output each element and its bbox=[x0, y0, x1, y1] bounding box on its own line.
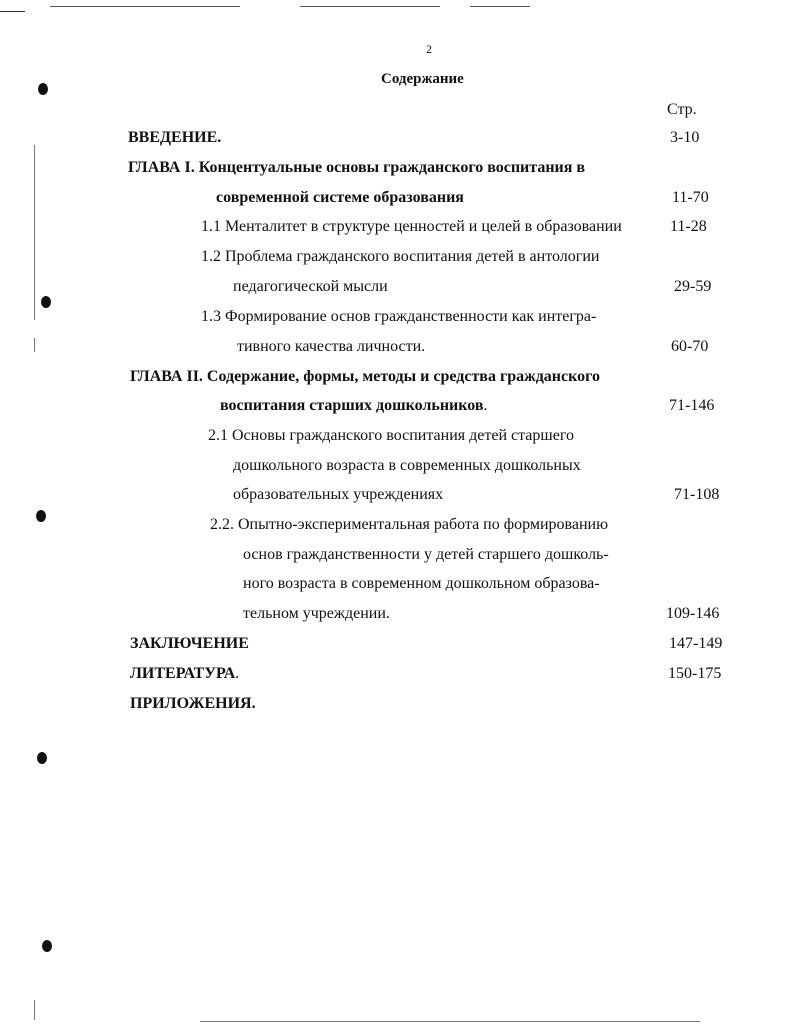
toc-chapter1-title: ГЛАВА I. Концентуальные основы гражданского воспитания в bbox=[128, 159, 586, 176]
toc-chapter2-title-cont-text: воспитания старших дошкольников bbox=[220, 397, 484, 414]
scan-left-edge bbox=[34, 338, 35, 352]
punch-hole-mark bbox=[41, 296, 51, 308]
toc-section-1-2-pages: 29-59 bbox=[674, 278, 712, 295]
toc-section-1-1-pages: 11-28 bbox=[670, 218, 707, 235]
toc-section-2-2: 2.2. Опытно-экспериментальная работа по формированию bbox=[210, 516, 609, 533]
toc-appendices-label-text: ПРИЛОЖЕНИЯ bbox=[130, 695, 252, 712]
page-number: 2 bbox=[426, 42, 432, 56]
toc-section-2-2-cont: основ гражданственности у детей старшего дошколь- bbox=[243, 546, 609, 563]
toc-section-2-2-cont3: тельном учреждении. bbox=[243, 605, 390, 622]
toc-chapter2-pages: 71-146 bbox=[669, 397, 715, 414]
toc-section-1-3: 1.3 Формирование основ гражданственности как интегра- bbox=[201, 308, 597, 325]
scan-bottom-line bbox=[200, 1021, 700, 1022]
toc-section-2-1-cont: дошкольного возраста в современных дошкольных bbox=[233, 457, 581, 474]
toc-chapter2-title-cont bbox=[220, 396, 488, 416]
scan-left-edge bbox=[34, 145, 35, 320]
scan-left-edge bbox=[34, 1000, 35, 1020]
toc-chapter2-title-period: . bbox=[483, 397, 488, 414]
punch-hole-mark bbox=[38, 83, 48, 95]
toc-section-1-1: 1.1 Менталитет в структуре ценностей и целей в образовании bbox=[201, 218, 622, 235]
toc-conclusion-pages: 147-149 bbox=[669, 635, 723, 652]
toc-section-2-1-pages: 71-108 bbox=[674, 486, 720, 503]
toc-section-2-1: 2.1 Основы гражданского воспитания детей старшего bbox=[208, 427, 574, 444]
toc-appendices-period: . bbox=[251, 695, 256, 712]
toc-intro-label: ВВЕДЕНИЕ. bbox=[128, 129, 222, 146]
scan-top-line bbox=[300, 6, 440, 7]
scan-top-line bbox=[470, 6, 530, 7]
toc-literature-label bbox=[130, 664, 239, 684]
toc-section-2-2-pages: 109-146 bbox=[666, 605, 720, 622]
toc-section-2-2-cont2: ного возраста в современном дошкольном образова- bbox=[243, 575, 600, 592]
toc-section-1-3-cont: тивного качества личности. bbox=[237, 338, 426, 355]
toc-chapter1-pages: 11-70 bbox=[672, 189, 709, 206]
toc-literature-label-text: ЛИТЕРАТУРА bbox=[130, 665, 236, 682]
page-title: Содержание bbox=[381, 71, 464, 87]
toc-section-1-2-cont: педагогической мысли bbox=[233, 278, 388, 295]
toc-literature-pages: 150-175 bbox=[668, 665, 722, 682]
toc-chapter2-title: ГЛАВА II. Содержание, формы, методы и средства гражданского bbox=[130, 368, 600, 385]
toc-appendices-label bbox=[130, 694, 256, 714]
toc-intro-pages: 3-10 bbox=[670, 129, 700, 146]
scan-top-line bbox=[0, 11, 25, 12]
toc-literature-period: . bbox=[235, 665, 240, 682]
punch-hole-mark bbox=[36, 510, 46, 522]
punch-hole-mark bbox=[42, 940, 52, 952]
toc-chapter1-title-cont: современной системе образования bbox=[216, 189, 464, 206]
pages-column-header: Стр. bbox=[667, 101, 697, 118]
toc-section-1-3-pages: 60-70 bbox=[671, 338, 709, 355]
toc-section-1-2: 1.2 Проблема гражданского воспитания детей в антологии bbox=[201, 248, 600, 265]
punch-hole-mark bbox=[37, 752, 47, 764]
toc-conclusion-label: ЗАКЛЮЧЕНИЕ bbox=[130, 635, 249, 652]
toc-section-2-1-cont2: образовательных учреждениях bbox=[233, 486, 444, 503]
scan-top-line bbox=[50, 6, 240, 7]
